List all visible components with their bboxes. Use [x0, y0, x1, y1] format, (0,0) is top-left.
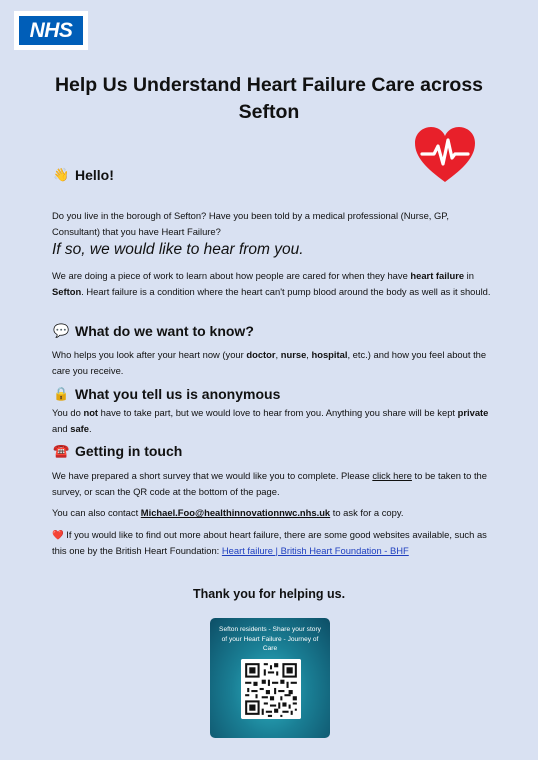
intro-callout: If so, we would like to hear from you.: [52, 241, 304, 258]
hello-heading-text: Hello!: [75, 167, 114, 183]
nhs-logo-box: [19, 16, 83, 45]
qr-code-icon[interactable]: [241, 659, 301, 719]
nhs-logo-text: NHS: [29, 18, 73, 42]
know-heading-text: What do we want to know?: [75, 323, 254, 339]
red-heart-icon: ❤️: [52, 529, 64, 540]
survey-link[interactable]: click here: [372, 470, 412, 481]
anonymous-heading: [53, 386, 280, 402]
know-paragraph: Who helps you look after your heart now (your doctor, nurse, hospital, etc.) and how you feel about the care you receive.: [52, 349, 487, 376]
thanks-text: Thank you for helping us.: [192, 587, 346, 601]
anonymous-heading-text: What you tell us is anonymous: [75, 386, 281, 402]
nhs-logo: [14, 11, 88, 50]
qr-caption: Sefton residents - Share your story of your Heart Failure - Journey of Care: [219, 626, 321, 652]
heart-pulse-icon: [414, 126, 476, 184]
lock-icon: 🔒: [53, 386, 70, 401]
touch-heading: [53, 443, 182, 459]
speech-bubble-icon: 💬: [53, 323, 70, 338]
bhf-link[interactable]: Heart failure | British Heart Foundation - BHF: [221, 544, 409, 556]
hello-heading: [53, 167, 114, 183]
anonymous-paragraph: You do not have to take part, but we would love to hear from you. Anything you share will be kept private and safe.: [52, 407, 489, 434]
intro-question: Do you live in the borough of Sefton? Have you been told by a medical professional (Nurse, GP, Consultant) that you have Heart Failure?: [52, 210, 449, 237]
telephone-icon: ☎️: [53, 443, 70, 458]
intro-paragraph: We are doing a piece of work to learn about how people are cared for when they have heart failure in Sefton. Heart failure is a condition where the heart can't pump blood around the body as well as it should.: [52, 270, 491, 297]
more-info-paragraph: ❤️ If you would like to find out more about heart failure, there are some good websites available, such as this one by the British Heart Foundation: Heart failure | British Heart Foundation - BHF: [52, 529, 487, 556]
contact-paragraph: You can also contact Michael.Foo@healthinnovationnwc.nhs.uk to ask for a copy.: [52, 507, 404, 518]
survey-paragraph: We have prepared a short survey that we would like you to complete. Please click here to be taken to the survey, or scan the QR code at the bottom of the page.: [52, 470, 487, 497]
page-title: Help Us Understand Heart Failure Care across Sefton: [54, 74, 484, 123]
know-heading: [53, 323, 254, 339]
waving-hand-icon: 👋: [53, 167, 70, 182]
qr-card[interactable]: [210, 618, 330, 738]
email-link[interactable]: Michael.Foo@healthinnovationnwc.nhs.uk: [140, 507, 331, 518]
touch-heading-text: Getting in touch: [75, 443, 183, 459]
